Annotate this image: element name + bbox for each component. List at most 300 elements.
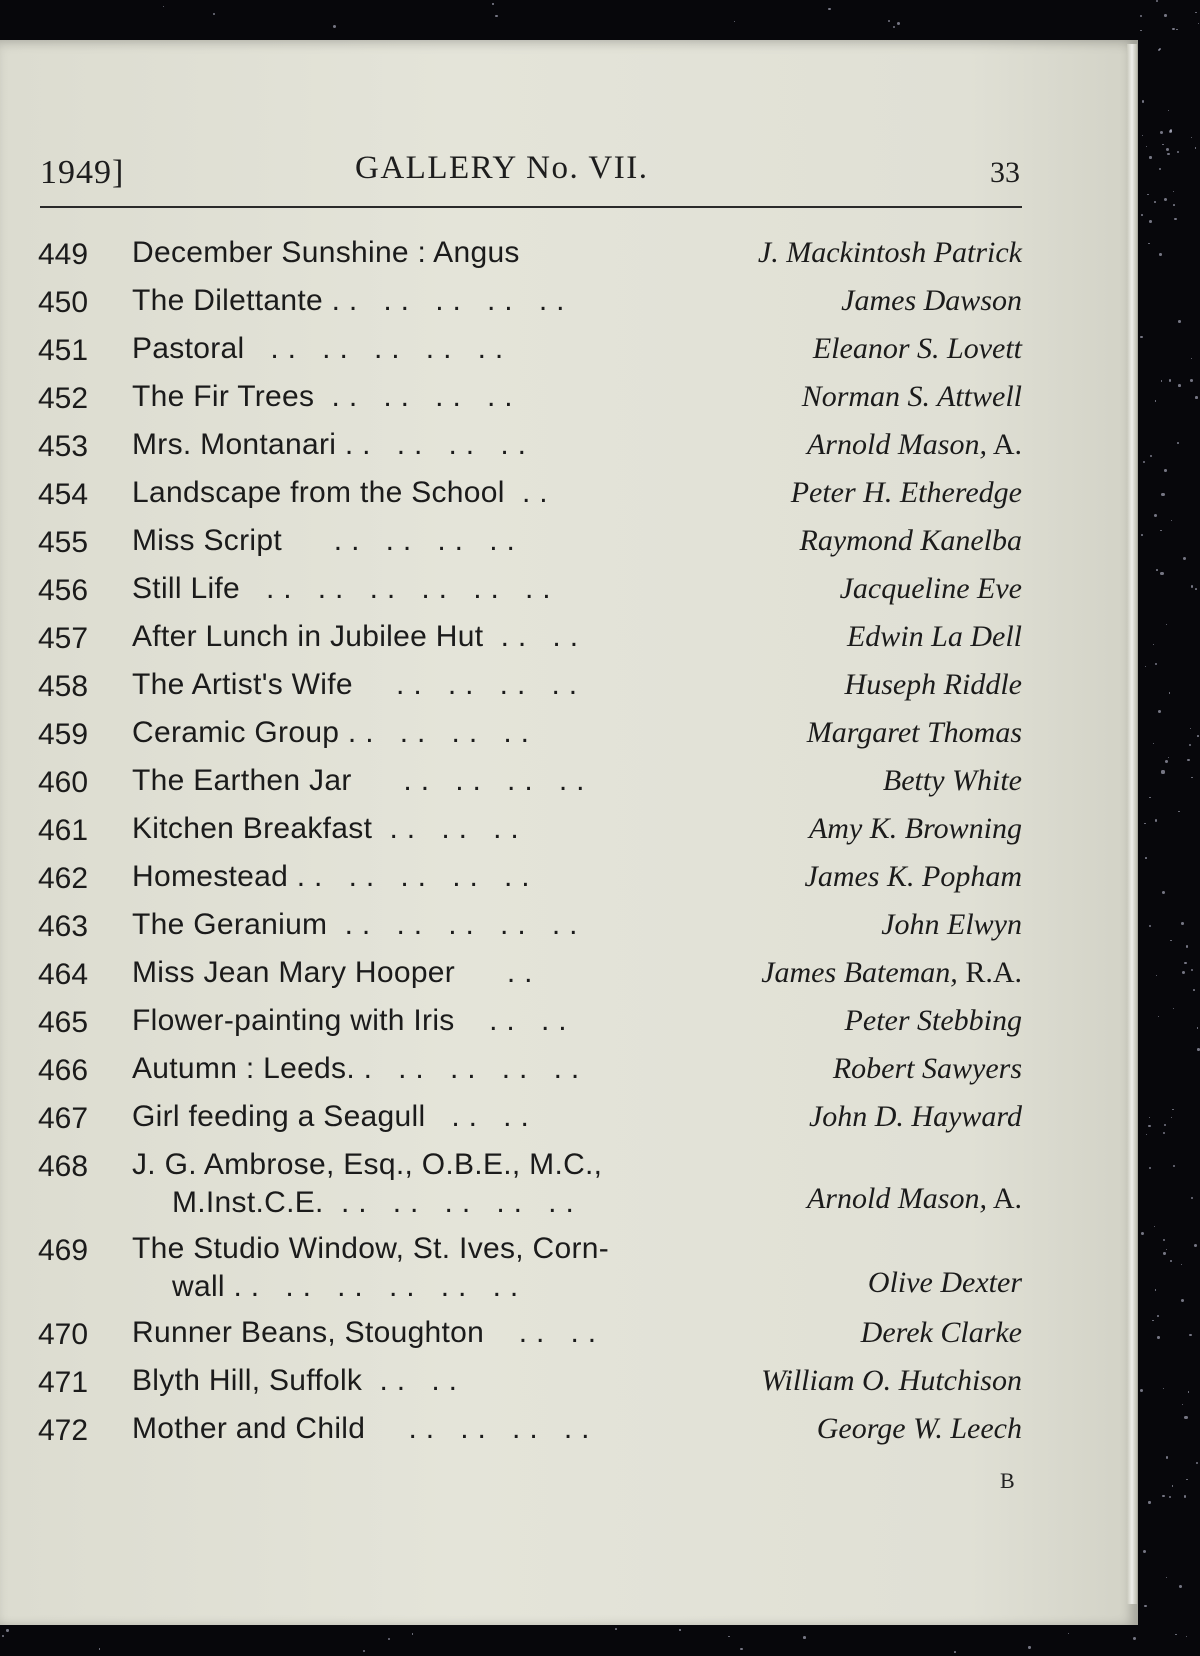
leader-dots: . . . . xyxy=(454,1004,567,1037)
star-dot xyxy=(1149,156,1151,158)
artist-name: Margaret Thomas xyxy=(806,716,1022,749)
entry-title xyxy=(132,476,548,510)
star-dot xyxy=(1168,757,1169,758)
leader-dots: . . . . . . . . . . xyxy=(322,284,565,317)
entry-title-text: Ceramic Group xyxy=(132,716,340,749)
star-dot xyxy=(1162,144,1163,145)
artist-name: John D. Hayward xyxy=(808,1100,1022,1133)
star-dot xyxy=(1162,1495,1165,1498)
entry-title-text: The Studio Window, St. Ives, Corn- xyxy=(132,1232,610,1265)
star-dot xyxy=(615,1628,617,1630)
catalogue-entry xyxy=(38,662,1022,710)
star-dot xyxy=(1155,400,1156,401)
star-dot xyxy=(1172,28,1175,31)
entry-artist xyxy=(847,620,1022,654)
entry-artist xyxy=(809,1100,1022,1134)
entry-title-text: Kitchen Breakfast xyxy=(132,812,373,845)
catalogue-entry xyxy=(38,950,1022,998)
star-dot xyxy=(1149,1117,1150,1118)
entry-number: 462 xyxy=(38,862,89,895)
academy-suffix: R.A. xyxy=(957,956,1022,989)
star-dot xyxy=(1156,0,1158,2)
leader-dots: . . . . . . . . . . xyxy=(323,1186,575,1219)
star-dot xyxy=(1170,129,1172,131)
star-dot xyxy=(1195,147,1197,149)
star-dot xyxy=(1194,1244,1197,1247)
star-dot xyxy=(1150,455,1152,457)
star-dot xyxy=(897,22,900,25)
entry-artist xyxy=(809,812,1022,846)
artist-name: Amy K. Browning xyxy=(808,812,1022,845)
star-dot xyxy=(1162,891,1165,894)
entry-title-text: December Sunshine : Angus xyxy=(132,236,520,269)
star-dot xyxy=(740,1648,743,1651)
star-dot xyxy=(734,21,735,22)
star-dot xyxy=(1140,336,1142,338)
entry-title-text: Girl feeding a Seagull xyxy=(132,1100,426,1133)
star-dot xyxy=(1197,1027,1199,1029)
leader-dots: . . . . . . . . . . . . xyxy=(224,1270,519,1303)
star-dot xyxy=(1159,48,1161,50)
star-dot xyxy=(1172,1109,1174,1111)
leader-dots: . . . . xyxy=(483,620,579,653)
page-header xyxy=(40,150,1020,196)
entry-title xyxy=(132,572,551,606)
star-dot xyxy=(1160,572,1163,575)
entry-number: 472 xyxy=(38,1414,89,1447)
star-dot xyxy=(1158,1016,1159,1017)
star-dot xyxy=(1169,692,1170,693)
star-dot xyxy=(1196,1462,1198,1464)
artist-name: George W. Leech xyxy=(816,1412,1022,1445)
star-dot xyxy=(1173,191,1175,193)
entry-title xyxy=(132,1100,529,1134)
star-dot xyxy=(1160,131,1163,134)
star-dot xyxy=(492,3,493,4)
star-dot xyxy=(1155,663,1157,665)
entry-artist xyxy=(845,668,1022,702)
star-dot xyxy=(1161,380,1163,382)
leader-dots: . . . . . . . . xyxy=(336,428,527,461)
star-dot xyxy=(1166,1577,1167,1578)
star-dot xyxy=(1179,1585,1182,1588)
star-dot xyxy=(1178,320,1181,323)
star-dot xyxy=(1144,823,1146,825)
star-dot xyxy=(1182,1404,1183,1405)
entry-title xyxy=(132,284,565,318)
academy-suffix: A. xyxy=(986,428,1022,461)
leader-dots: . . . . . . xyxy=(372,812,520,845)
star-dot xyxy=(388,1638,390,1640)
entry-title-text: The Fir Trees xyxy=(132,380,315,413)
star-dot xyxy=(1191,777,1193,779)
star-dot xyxy=(1164,1124,1166,1126)
star-dot xyxy=(1163,1132,1166,1135)
star-dot xyxy=(1157,1336,1160,1339)
star-dot xyxy=(1186,1636,1187,1637)
entry-title xyxy=(132,956,533,990)
star-dot xyxy=(1168,110,1169,111)
star-dot xyxy=(1149,220,1152,223)
entry-artist xyxy=(840,572,1022,606)
entry-artist xyxy=(761,1364,1022,1398)
entry-number: 469 xyxy=(38,1234,89,1267)
star-dot xyxy=(1161,493,1164,496)
catalogue-entry xyxy=(38,1142,1022,1226)
leader-dots: . . . . . . . . . . xyxy=(244,332,504,365)
star-dot xyxy=(1153,743,1154,744)
entry-artist xyxy=(841,284,1022,318)
star-dot xyxy=(1144,1605,1146,1607)
catalogue-entry xyxy=(38,326,1022,374)
star-dot xyxy=(1191,358,1192,359)
star-dot xyxy=(1184,1416,1187,1419)
star-dot xyxy=(1142,100,1145,103)
artist-name: Derek Clarke xyxy=(860,1316,1022,1349)
artist-name: Olive Dexter xyxy=(867,1266,1022,1299)
entry-title-continuation: M.Inst.C.E. xyxy=(172,1186,324,1219)
star-dot xyxy=(1156,975,1157,976)
catalogue-entry xyxy=(38,902,1022,950)
star-dot xyxy=(1166,1456,1169,1459)
star-dot xyxy=(1068,1633,1069,1634)
leader-dots: . . . . . . . . . . xyxy=(288,860,530,893)
star-dot xyxy=(1163,1388,1164,1389)
entry-artist xyxy=(845,1004,1022,1038)
catalogue-entry xyxy=(38,230,1022,278)
star-dot xyxy=(1190,728,1191,729)
star-dot xyxy=(1146,1134,1147,1135)
star-dot xyxy=(1157,1315,1159,1317)
leader-dots: . . . . . . . . xyxy=(351,764,585,797)
star-dot xyxy=(1164,469,1167,472)
star-dot xyxy=(1186,945,1188,947)
star-dot xyxy=(1141,534,1143,536)
catalogue-entries xyxy=(38,230,1022,1454)
star-dot xyxy=(1170,940,1171,941)
star-dot xyxy=(1159,253,1162,256)
entry-title-text: The Geranium xyxy=(132,908,328,941)
artist-name: J. Mackintosh Patrick xyxy=(757,236,1022,269)
entry-artist xyxy=(807,1182,1022,1216)
star-dot xyxy=(1149,925,1151,927)
entry-artist xyxy=(807,716,1022,750)
star-dot xyxy=(1171,520,1172,521)
star-dot xyxy=(1189,1334,1192,1337)
entry-number: 449 xyxy=(38,238,89,271)
entry-number: 461 xyxy=(38,814,89,847)
catalogue-entry xyxy=(38,374,1022,422)
entry-number: 467 xyxy=(38,1102,89,1135)
leader-dots: . . . . . . . . xyxy=(365,1412,590,1445)
entry-title xyxy=(132,1364,457,1398)
star-dot xyxy=(1149,1167,1152,1170)
star-dot xyxy=(1163,1239,1166,1242)
star-dot xyxy=(1156,569,1158,571)
star-dot xyxy=(1140,30,1141,31)
star-dot xyxy=(1190,379,1193,382)
star-dot xyxy=(2,1635,4,1637)
star-dot xyxy=(412,1633,414,1635)
star-dot xyxy=(1166,148,1169,151)
entry-title xyxy=(132,620,578,654)
entry-title-text: After Lunch in Jubilee Hut xyxy=(132,620,484,653)
artist-name: Arnold Mason, xyxy=(806,428,987,461)
academy-suffix: A. xyxy=(986,1182,1022,1215)
entry-title xyxy=(132,1052,580,1086)
artist-name: Peter Stebbing xyxy=(844,1004,1022,1037)
catalogue-entry xyxy=(38,422,1022,470)
entry-title-text: The Earthen Jar xyxy=(132,764,352,797)
star-dot xyxy=(1172,1485,1173,1486)
leader-dots: . . xyxy=(504,476,548,509)
catalogue-entry xyxy=(38,710,1022,758)
leader-dots: . . . . . . . . . . xyxy=(346,1052,580,1085)
star-dot xyxy=(1184,962,1187,965)
entry-artist xyxy=(805,860,1022,894)
star-dot xyxy=(1163,1252,1165,1254)
star-dot xyxy=(1177,442,1179,444)
star-dot xyxy=(1169,379,1171,381)
star-dot xyxy=(1143,1550,1146,1553)
page-edge xyxy=(1127,44,1137,1604)
star-dot xyxy=(1173,204,1175,206)
catalogue-entry xyxy=(38,758,1022,806)
entry-number: 470 xyxy=(38,1318,89,1351)
entry-number: 457 xyxy=(38,622,89,655)
entry-title xyxy=(132,1148,602,1220)
star-dot xyxy=(1166,624,1167,625)
star-dot xyxy=(954,1651,956,1653)
star-dot xyxy=(1142,135,1143,136)
star-dot xyxy=(1145,857,1147,859)
artist-name: Norman S. Attwell xyxy=(801,380,1022,413)
entry-title xyxy=(132,668,577,702)
entry-title-text: The Dilettante xyxy=(132,284,323,317)
star-dot xyxy=(803,1636,806,1639)
artist-name: Eleanor S. Lovett xyxy=(812,332,1022,365)
star-dot xyxy=(1141,214,1143,216)
entry-number: 463 xyxy=(38,910,89,943)
entry-artist xyxy=(817,1412,1022,1446)
star-dot xyxy=(1181,922,1184,925)
star-dot xyxy=(1184,1495,1187,1498)
entry-title-text: Blyth Hill, Suffolk xyxy=(132,1364,363,1397)
star-dot xyxy=(1153,644,1154,645)
leader-dots: . . . . . . . . xyxy=(339,716,530,749)
star-dot xyxy=(1155,819,1157,821)
artist-name: James Bateman, xyxy=(761,956,958,989)
entry-number: 460 xyxy=(38,766,89,799)
star-dot xyxy=(1181,1299,1184,1302)
entry-number: 466 xyxy=(38,1054,89,1087)
entry-title xyxy=(132,1232,609,1304)
entry-title-text: Autumn : Leeds xyxy=(132,1052,347,1085)
catalogue-entry xyxy=(38,470,1022,518)
star-dot xyxy=(1164,198,1167,201)
entry-artist xyxy=(883,764,1022,798)
entry-title-text: Homestead xyxy=(132,860,289,893)
catalogue-entry xyxy=(38,1226,1022,1310)
star-dot xyxy=(1148,1501,1150,1503)
entry-title-text: Mrs. Montanari xyxy=(132,428,337,461)
entry-title xyxy=(132,524,515,558)
entry-title-text: The Artist's Wife xyxy=(132,668,353,701)
star-dot xyxy=(1182,971,1185,974)
entry-artist xyxy=(881,908,1022,942)
entry-artist xyxy=(813,332,1022,366)
artist-name: James K. Popham xyxy=(804,860,1022,893)
star-dot xyxy=(1140,1389,1143,1392)
catalogue-entry xyxy=(38,1358,1022,1406)
artist-name: Arnold Mason, xyxy=(806,1182,987,1215)
leader-dots: . . . . xyxy=(362,1364,458,1397)
star-dot xyxy=(1161,770,1164,773)
leader-dots: . . . . . . . . xyxy=(314,380,513,413)
entry-title-text: Flower-painting with Iris xyxy=(132,1004,455,1037)
artist-name: Robert Sawyers xyxy=(832,1052,1022,1085)
leader-dots: . . . . xyxy=(484,1316,597,1349)
artist-name: James Dawson xyxy=(841,284,1022,317)
entry-title xyxy=(132,428,526,462)
star-dot xyxy=(1133,1637,1136,1640)
star-dot xyxy=(893,26,895,28)
star-dot xyxy=(1193,989,1195,991)
artist-name: Huseph Riddle xyxy=(844,668,1022,701)
artist-name: Betty White xyxy=(882,764,1022,797)
entry-number: 456 xyxy=(38,574,89,607)
catalogue-entry xyxy=(38,566,1022,614)
star-dot xyxy=(1154,201,1156,203)
star-dot xyxy=(1154,514,1157,517)
artist-name: Raymond Kanelba xyxy=(799,524,1022,557)
page-number: 33 xyxy=(990,156,1020,189)
star-dot xyxy=(1178,384,1181,387)
star-dot xyxy=(679,1629,680,1630)
entry-artist xyxy=(802,380,1022,414)
entry-artist xyxy=(861,1316,1022,1350)
leader-dots: . . . . . . . . xyxy=(352,668,578,701)
star-dot xyxy=(1181,1264,1182,1265)
entry-number: 450 xyxy=(38,286,89,319)
star-dot xyxy=(1160,530,1161,531)
entry-title xyxy=(132,332,504,366)
entry-title xyxy=(132,716,529,750)
artist-name: William O. Hutchison xyxy=(761,1364,1022,1397)
star-dot xyxy=(1175,1634,1176,1635)
header-year: 1949] xyxy=(40,154,125,191)
entry-number: 458 xyxy=(38,670,89,703)
star-dot xyxy=(99,1648,100,1649)
entry-number: 452 xyxy=(38,382,89,415)
star-dot xyxy=(1148,1125,1151,1128)
entry-artist xyxy=(761,956,1022,990)
star-dot xyxy=(1152,1320,1153,1321)
catalogue-entry xyxy=(38,854,1022,902)
star-dot xyxy=(1173,1008,1174,1009)
entry-title-text: Landscape from the School xyxy=(132,476,505,509)
star-dot xyxy=(1154,1226,1155,1227)
entry-title-continuation: wall xyxy=(172,1270,225,1303)
star-dot xyxy=(1183,557,1186,560)
entry-number: 464 xyxy=(38,958,89,991)
entry-title-text: Miss Jean Mary Hooper xyxy=(132,956,456,989)
star-dot xyxy=(1028,1646,1030,1648)
entry-artist xyxy=(833,1052,1022,1086)
star-dot xyxy=(1171,1117,1172,1118)
leader-dots: . . xyxy=(455,956,533,989)
artist-name: John Elwyn xyxy=(881,908,1022,941)
star-dot xyxy=(1191,137,1192,138)
entry-number: 459 xyxy=(38,718,89,751)
star-dot xyxy=(1147,194,1148,195)
star-dot xyxy=(1188,1391,1189,1392)
catalogue-entry xyxy=(38,998,1022,1046)
catalogue-entry xyxy=(38,518,1022,566)
star-dot xyxy=(728,1636,730,1638)
star-dot xyxy=(1195,12,1197,14)
catalogue-entry xyxy=(38,1406,1022,1454)
star-dot xyxy=(1197,735,1199,737)
entry-number: 471 xyxy=(38,1366,89,1399)
star-dot xyxy=(1191,1197,1194,1200)
catalogue-entry xyxy=(38,806,1022,854)
star-dot xyxy=(6,1629,8,1631)
star-dot xyxy=(1164,14,1167,17)
star-dot xyxy=(1146,146,1148,148)
catalogue-entry xyxy=(38,278,1022,326)
star-dot xyxy=(333,25,336,28)
leader-dots: . . . . . . . . xyxy=(281,524,516,557)
leader-dots: . . . . xyxy=(425,1100,530,1133)
star-dot xyxy=(1155,1289,1157,1291)
entry-title xyxy=(132,1004,567,1038)
entry-artist xyxy=(868,1266,1022,1300)
leader-dots: . . . . . . . . . . . . xyxy=(240,572,551,605)
artist-name: Peter H. Etheredge xyxy=(790,476,1022,509)
leader-dots: . . . . . . . . . . xyxy=(327,908,578,941)
star-dot xyxy=(1159,168,1161,170)
entry-title-text: Pastoral xyxy=(132,332,245,365)
star-dot xyxy=(1165,760,1168,763)
star-dot xyxy=(1169,1496,1171,1498)
artist-name: Jacqueline Eve xyxy=(839,572,1022,605)
entry-title xyxy=(132,764,585,798)
star-dot xyxy=(1198,23,1199,24)
entry-title xyxy=(132,1316,596,1350)
star-dot xyxy=(1191,585,1193,587)
star-dot xyxy=(1149,797,1151,799)
star-dot xyxy=(1143,461,1145,463)
entry-title-text: Runner Beans, Stoughton xyxy=(132,1316,485,1349)
star-dot xyxy=(1173,1165,1176,1168)
entry-title-text: Still Life xyxy=(132,572,241,605)
star-dot xyxy=(1189,744,1191,746)
star-dot xyxy=(1195,588,1197,590)
entry-number: 465 xyxy=(38,1006,89,1039)
entry-title-text: Miss Script xyxy=(132,524,282,557)
star-dot xyxy=(1166,1249,1167,1250)
star-dot xyxy=(363,1650,365,1652)
entry-number: 451 xyxy=(38,334,89,367)
artist-name: Edwin La Dell xyxy=(846,620,1022,653)
catalogue-entry xyxy=(38,1310,1022,1358)
star-dot xyxy=(495,15,498,18)
entry-title xyxy=(132,1412,590,1446)
star-dot xyxy=(163,6,164,7)
star-dot xyxy=(1195,396,1198,399)
star-dot xyxy=(1178,811,1179,812)
